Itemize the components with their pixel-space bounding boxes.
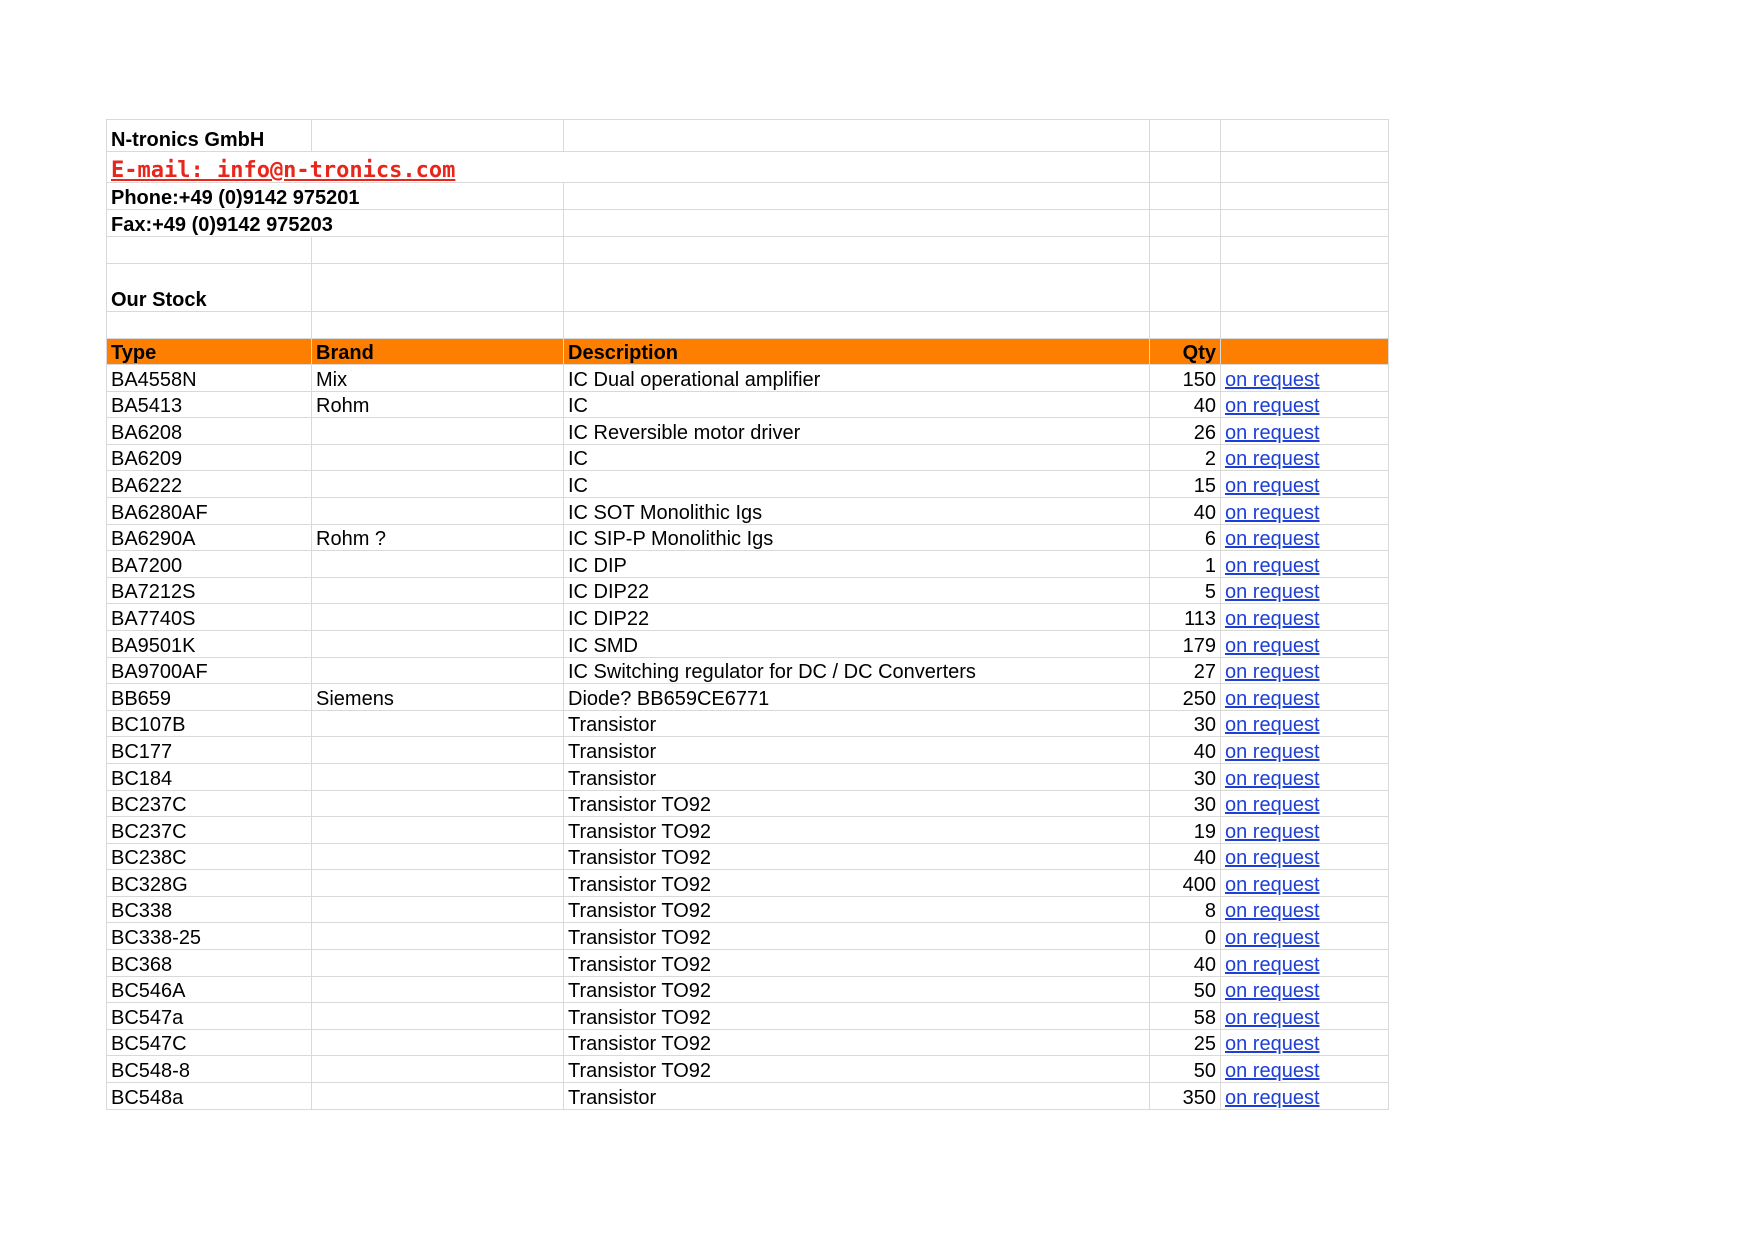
on-request-link[interactable]: on request	[1225, 501, 1320, 524]
cell-description: Transistor TO92	[564, 843, 1150, 870]
on-request-link[interactable]: on request	[1225, 847, 1320, 870]
cell-description: IC DIP22	[564, 577, 1150, 604]
empty-cell	[1221, 210, 1389, 237]
cell-link	[1221, 870, 1389, 897]
cell-brand	[312, 923, 564, 950]
header-description: Description	[564, 339, 1150, 365]
on-request-link[interactable]: on request	[1225, 1086, 1320, 1109]
cell-description: Transistor TO92	[564, 1003, 1150, 1030]
cell-qty: 30	[1150, 710, 1221, 737]
on-request-link[interactable]: on request	[1225, 448, 1320, 471]
cell-type: BC238C	[107, 843, 312, 870]
cell-type: BC547a	[107, 1003, 312, 1030]
cell-description: Transistor TO92	[564, 923, 1150, 950]
table-row	[107, 524, 1389, 551]
table-header	[107, 339, 1389, 365]
cell-description: Transistor TO92	[564, 950, 1150, 977]
cell-qty: 350	[1150, 1083, 1221, 1110]
empty-cell	[1150, 264, 1221, 312]
on-request-link[interactable]: on request	[1225, 395, 1320, 418]
cell-qty: 40	[1150, 391, 1221, 418]
empty-cell	[312, 264, 564, 312]
cell-brand	[312, 976, 564, 1003]
cell-type: BC548-8	[107, 1056, 312, 1083]
cell-qty: 250	[1150, 684, 1221, 711]
on-request-link[interactable]: on request	[1225, 714, 1320, 737]
cell-brand	[312, 657, 564, 684]
cell-description: IC	[564, 391, 1150, 418]
empty-cell	[1221, 120, 1389, 152]
phone-text: Phone:+49 (0)9142 975201	[107, 183, 564, 210]
on-request-link[interactable]: on request	[1225, 368, 1320, 391]
cell-link	[1221, 843, 1389, 870]
cell-qty: 30	[1150, 763, 1221, 790]
table-row	[107, 1029, 1389, 1056]
cell-link	[1221, 551, 1389, 578]
on-request-link[interactable]: on request	[1225, 873, 1320, 896]
cell-type: BA9501K	[107, 630, 312, 657]
cell-description: IC Reversible motor driver	[564, 418, 1150, 445]
cell-description: Transistor TO92	[564, 790, 1150, 817]
empty-cell	[107, 312, 312, 339]
cell-type: BC338	[107, 896, 312, 923]
cell-type: BA7740S	[107, 604, 312, 631]
cell-brand	[312, 444, 564, 471]
cell-description: Transistor	[564, 763, 1150, 790]
cell-brand: Rohm	[312, 391, 564, 418]
empty-cell	[1221, 237, 1389, 264]
cell-link	[1221, 923, 1389, 950]
cell-brand: Siemens	[312, 684, 564, 711]
cell-description: Transistor TO92	[564, 817, 1150, 844]
cell-brand: Rohm ?	[312, 524, 564, 551]
cell-qty: 179	[1150, 630, 1221, 657]
cell-brand	[312, 1029, 564, 1056]
empty-cell	[1150, 183, 1221, 210]
cell-brand	[312, 604, 564, 631]
cell-link	[1221, 1083, 1389, 1110]
cell-brand	[312, 1083, 564, 1110]
cell-link	[1221, 497, 1389, 524]
stock-sheet	[106, 119, 1389, 1110]
cell-description: IC	[564, 471, 1150, 498]
empty-cell	[1221, 152, 1389, 183]
cell-type: BC338-25	[107, 923, 312, 950]
empty-cell	[1150, 152, 1221, 183]
on-request-link[interactable]: on request	[1225, 634, 1320, 657]
cell-brand	[312, 577, 564, 604]
empty-cell	[564, 152, 1150, 183]
cell-link	[1221, 950, 1389, 977]
cell-qty: 40	[1150, 737, 1221, 764]
table-row	[107, 843, 1389, 870]
cell-brand	[312, 817, 564, 844]
cell-link	[1221, 1029, 1389, 1056]
cell-description: Diode? BB659CE6771	[564, 684, 1150, 711]
cell-qty: 50	[1150, 976, 1221, 1003]
page-title: Our Stock	[107, 264, 312, 312]
empty-cell	[1221, 183, 1389, 210]
cell-link	[1221, 365, 1389, 392]
cell-qty: 40	[1150, 497, 1221, 524]
cell-description: IC SOT Monolithic Igs	[564, 497, 1150, 524]
cell-description: Transistor TO92	[564, 870, 1150, 897]
cell-qty: 113	[1150, 604, 1221, 631]
on-request-link[interactable]: on request	[1225, 740, 1320, 763]
table-row	[107, 604, 1389, 631]
cell-link	[1221, 604, 1389, 631]
on-request-link[interactable]: on request	[1225, 687, 1320, 710]
cell-brand	[312, 843, 564, 870]
on-request-link[interactable]: on request	[1225, 581, 1320, 604]
table-row	[107, 684, 1389, 711]
cell-qty: 2	[1150, 444, 1221, 471]
table-row	[107, 391, 1389, 418]
table-row	[107, 365, 1389, 392]
empty-cell	[1221, 312, 1389, 339]
table-row	[107, 817, 1389, 844]
table-row	[107, 630, 1389, 657]
cell-qty: 5	[1150, 577, 1221, 604]
phone-row	[107, 183, 1389, 210]
cell-description: Transistor TO92	[564, 1029, 1150, 1056]
table-row	[107, 418, 1389, 445]
cell-qty: 19	[1150, 817, 1221, 844]
on-request-link[interactable]: on request	[1225, 980, 1320, 1003]
cell-brand	[312, 1056, 564, 1083]
on-request-link[interactable]: on request	[1225, 661, 1320, 684]
cell-link	[1221, 418, 1389, 445]
cell-type: BC184	[107, 763, 312, 790]
cell-qty: 1	[1150, 551, 1221, 578]
table-row	[107, 710, 1389, 737]
table-row	[107, 577, 1389, 604]
cell-type: BC368	[107, 950, 312, 977]
empty-cell	[1150, 210, 1221, 237]
on-request-link[interactable]: on request	[1225, 927, 1320, 950]
cell-brand	[312, 418, 564, 445]
cell-link	[1221, 790, 1389, 817]
cell-type: BC177	[107, 737, 312, 764]
table-row	[107, 471, 1389, 498]
cell-brand	[312, 763, 564, 790]
cell-brand	[312, 710, 564, 737]
cell-link	[1221, 976, 1389, 1003]
cell-qty: 0	[1150, 923, 1221, 950]
cell-link	[1221, 1003, 1389, 1030]
on-request-link[interactable]: on request	[1225, 607, 1320, 630]
cell-type: BA7200	[107, 551, 312, 578]
cell-description: IC	[564, 444, 1150, 471]
cell-description: IC SMD	[564, 630, 1150, 657]
header-type: Type	[107, 339, 312, 365]
table-row	[107, 976, 1389, 1003]
on-request-link[interactable]: on request	[1225, 421, 1320, 444]
cell-description: IC DIP	[564, 551, 1150, 578]
cell-type: BA4558N	[107, 365, 312, 392]
table-row	[107, 497, 1389, 524]
empty-cell	[312, 237, 564, 264]
cell-link	[1221, 524, 1389, 551]
empty-cell	[564, 120, 1150, 152]
empty-cell	[312, 312, 564, 339]
cell-link	[1221, 657, 1389, 684]
cell-type: BA6222	[107, 471, 312, 498]
cell-type: BA9700AF	[107, 657, 312, 684]
table-row	[107, 763, 1389, 790]
on-request-link[interactable]: on request	[1225, 953, 1320, 976]
cell-link	[1221, 444, 1389, 471]
table-row	[107, 1083, 1389, 1110]
empty-cell	[1150, 237, 1221, 264]
cell-qty: 6	[1150, 524, 1221, 551]
cell-type: BA5413	[107, 391, 312, 418]
cell-type: BB659	[107, 684, 312, 711]
cell-type: BC546A	[107, 976, 312, 1003]
on-request-link[interactable]: on request	[1225, 1060, 1320, 1083]
cell-qty: 150	[1150, 365, 1221, 392]
empty-cell	[564, 183, 1150, 210]
on-request-link[interactable]: on request	[1225, 767, 1320, 790]
cell-qty: 400	[1150, 870, 1221, 897]
cell-brand	[312, 870, 564, 897]
cell-type: BA7212S	[107, 577, 312, 604]
cell-brand: Mix	[312, 365, 564, 392]
cell-type: BC107B	[107, 710, 312, 737]
cell-link	[1221, 737, 1389, 764]
fax-text: Fax:+49 (0)9142 975203	[107, 210, 564, 237]
cell-qty: 15	[1150, 471, 1221, 498]
fax-row	[107, 210, 1389, 237]
cell-type: BC328G	[107, 870, 312, 897]
empty-cell	[1150, 120, 1221, 152]
on-request-link[interactable]: on request	[1225, 528, 1320, 551]
cell-description: Transistor	[564, 737, 1150, 764]
on-request-link[interactable]: on request	[1225, 794, 1320, 817]
blank-row	[107, 237, 1389, 264]
cell-link	[1221, 391, 1389, 418]
cell-brand	[312, 497, 564, 524]
on-request-link[interactable]: on request	[1225, 1006, 1320, 1029]
cell-link	[1221, 817, 1389, 844]
cell-qty: 26	[1150, 418, 1221, 445]
table-row	[107, 870, 1389, 897]
cell-type: BA6208	[107, 418, 312, 445]
email-link[interactable]: E-mail: info@n-tronics.com	[111, 158, 456, 183]
table-row	[107, 790, 1389, 817]
cell-description: IC SIP-P Monolithic Igs	[564, 524, 1150, 551]
cell-description: Transistor	[564, 1083, 1150, 1110]
empty-cell	[564, 210, 1150, 237]
cell-qty: 25	[1150, 1029, 1221, 1056]
company-row	[107, 120, 1389, 152]
cell-qty: 30	[1150, 790, 1221, 817]
empty-cell	[564, 264, 1150, 312]
cell-link	[1221, 630, 1389, 657]
cell-qty: 58	[1150, 1003, 1221, 1030]
cell-link	[1221, 1056, 1389, 1083]
cell-link	[1221, 577, 1389, 604]
empty-cell	[107, 237, 312, 264]
empty-cell	[564, 312, 1150, 339]
cell-link	[1221, 471, 1389, 498]
table-row	[107, 1003, 1389, 1030]
empty-cell	[564, 237, 1150, 264]
header-empty	[1221, 339, 1389, 365]
cell-qty: 40	[1150, 950, 1221, 977]
header-qty: Qty	[1150, 339, 1221, 365]
cell-brand	[312, 630, 564, 657]
on-request-link[interactable]: on request	[1225, 554, 1320, 577]
on-request-link[interactable]: on request	[1225, 820, 1320, 843]
cell-brand	[312, 790, 564, 817]
cell-description: IC DIP22	[564, 604, 1150, 631]
cell-qty: 40	[1150, 843, 1221, 870]
cell-type: BC237C	[107, 790, 312, 817]
cell-description: IC Switching regulator for DC / DC Converters	[564, 657, 1150, 684]
cell-type: BA6290A	[107, 524, 312, 551]
header-brand: Brand	[312, 339, 564, 365]
cell-type: BC237C	[107, 817, 312, 844]
email-row	[107, 152, 1389, 183]
company-name: N-tronics GmbH	[107, 120, 312, 152]
cell-type: BC547C	[107, 1029, 312, 1056]
cell-type: BA6209	[107, 444, 312, 471]
title-row	[107, 264, 1389, 312]
cell-qty: 50	[1150, 1056, 1221, 1083]
cell-brand	[312, 551, 564, 578]
cell-brand	[312, 896, 564, 923]
cell-description: Transistor TO92	[564, 1056, 1150, 1083]
cell-description: Transistor TO92	[564, 896, 1150, 923]
empty-cell	[312, 120, 564, 152]
table-row	[107, 923, 1389, 950]
table-row	[107, 1056, 1389, 1083]
table-row	[107, 896, 1389, 923]
cell-description: Transistor TO92	[564, 976, 1150, 1003]
cell-brand	[312, 737, 564, 764]
empty-cell	[1221, 264, 1389, 312]
cell-type: BC548a	[107, 1083, 312, 1110]
table-row	[107, 657, 1389, 684]
table-row	[107, 950, 1389, 977]
table-row	[107, 444, 1389, 471]
cell-qty: 8	[1150, 896, 1221, 923]
cell-type: BA6280AF	[107, 497, 312, 524]
cell-link	[1221, 763, 1389, 790]
cell-description: Transistor	[564, 710, 1150, 737]
cell-qty: 27	[1150, 657, 1221, 684]
cell-description: IC Dual operational amplifier	[564, 365, 1150, 392]
table-row	[107, 737, 1389, 764]
blank-row	[107, 312, 1389, 339]
empty-cell	[1150, 312, 1221, 339]
on-request-link[interactable]: on request	[1225, 474, 1320, 497]
on-request-link[interactable]: on request	[1225, 900, 1320, 923]
on-request-link[interactable]: on request	[1225, 1033, 1320, 1056]
cell-brand	[312, 950, 564, 977]
table-row	[107, 551, 1389, 578]
cell-link	[1221, 896, 1389, 923]
cell-brand	[312, 1003, 564, 1030]
cell-brand	[312, 471, 564, 498]
cell-link	[1221, 710, 1389, 737]
cell-link	[1221, 684, 1389, 711]
email-cell	[107, 152, 564, 183]
